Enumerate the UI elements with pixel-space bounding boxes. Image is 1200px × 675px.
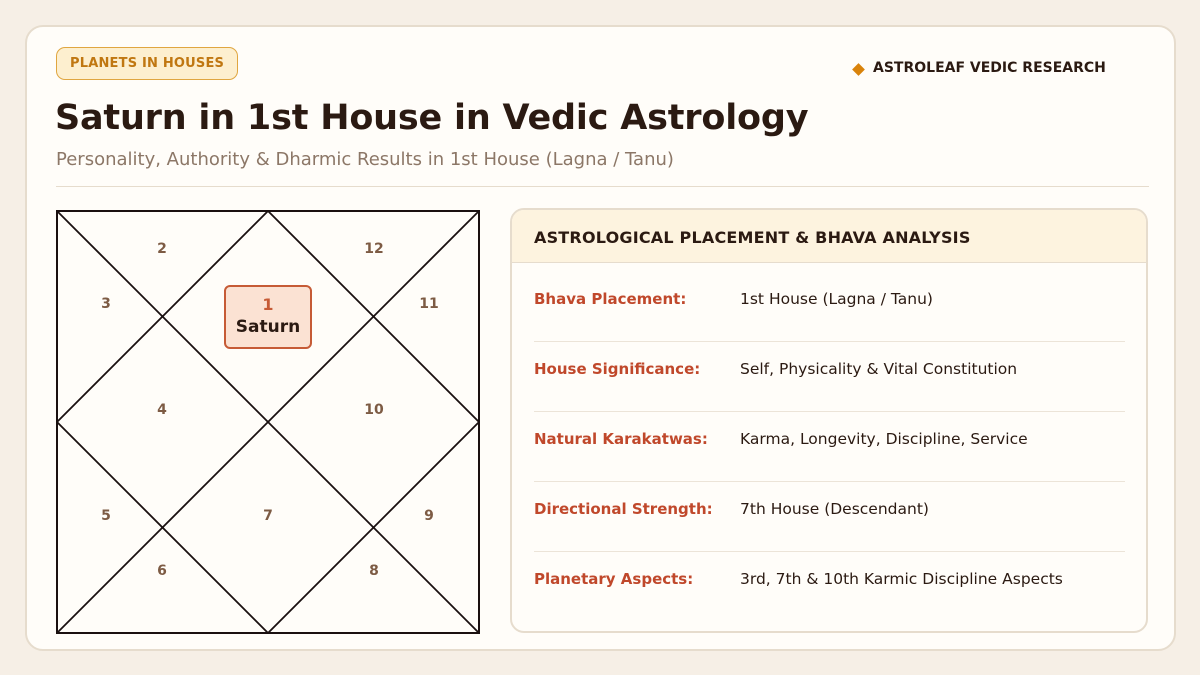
panel-title: ASTROLOGICAL PLACEMENT & BHAVA ANALYSIS (512, 210, 1146, 263)
house-1-occupant (224, 285, 312, 349)
category-badge[interactable]: PLANETS IN HOUSES (56, 47, 238, 80)
analysis-row (534, 482, 1125, 552)
analysis-row (534, 342, 1125, 412)
house-3-number: 3 (101, 296, 111, 312)
diamond-icon (852, 63, 865, 76)
house-2-number: 2 (157, 241, 167, 257)
analysis-row (534, 552, 1125, 622)
row-value: 3rd, 7th & 10th Karmic Discipline Aspects (740, 570, 1063, 588)
row-label: Bhava Placement: (534, 290, 687, 308)
row-value: 7th House (Descendant) (740, 500, 929, 518)
page-subtitle: Personality, Authority & Dharmic Results in 1st House (Lagna / Tanu) (56, 149, 674, 170)
house-4-number: 4 (157, 402, 167, 418)
analysis-panel (510, 208, 1148, 633)
row-label: Directional Strength: (534, 500, 713, 518)
house-6-number: 6 (157, 563, 167, 579)
page-title: Saturn in 1st House in Vedic Astrology (55, 98, 809, 138)
row-value: Karma, Longevity, Discipline, Service (740, 430, 1028, 448)
house-8-number: 8 (369, 563, 379, 579)
house-11-number: 11 (419, 296, 439, 312)
row-label: Planetary Aspects: (534, 570, 694, 588)
analysis-row (534, 412, 1125, 482)
row-label: Natural Karakatwas: (534, 430, 708, 448)
house-10-number: 10 (364, 402, 384, 418)
row-label: House Significance: (534, 360, 701, 378)
house-7-number: 7 (263, 508, 273, 524)
planet-name: Saturn (235, 317, 301, 337)
brand-label: ASTROLEAF VEDIC RESEARCH (873, 60, 1106, 76)
house-9-number: 9 (424, 508, 434, 524)
row-value: 1st House (Lagna / Tanu) (740, 290, 933, 308)
brand-name (854, 58, 1106, 78)
content-card (25, 25, 1176, 651)
header-divider (56, 186, 1149, 187)
house-12-number: 12 (364, 241, 384, 257)
analysis-row (534, 272, 1125, 342)
row-value: Self, Physicality & Vital Constitution (740, 360, 1018, 378)
chart-lines (56, 210, 480, 634)
house-1-number: 1 (262, 295, 274, 314)
birth-chart (56, 210, 480, 634)
house-5-number: 5 (101, 508, 111, 524)
